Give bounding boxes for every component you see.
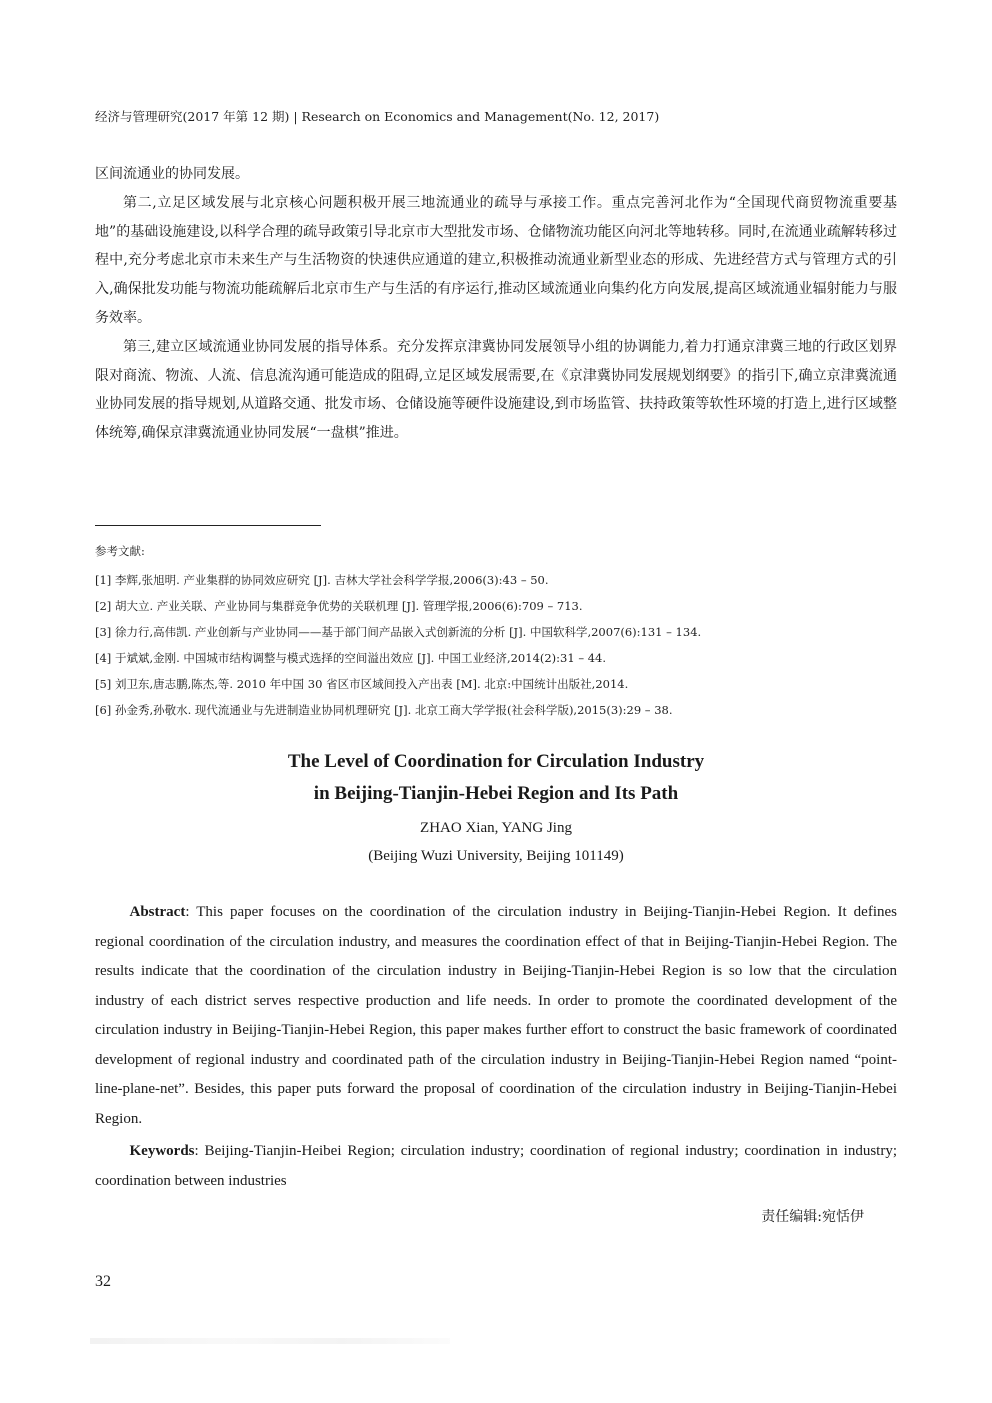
body-paragraph: 区间流通业的协同发展。 <box>95 166 249 182</box>
keywords-text: : Beijing-Tianjin-Heibei Region; circulation industry; coordination of regional industry; coordination in industry; coordination between industries <box>95 1143 897 1189</box>
english-title-line-1: The Level of Coordination for Circulation Industry <box>287 751 705 772</box>
reference-item: [3] 徐力行,高伟凯. 产业创新与产业协同——基于部门间产品嵌入式创新流的分析 [J]. 中国软科学,2007(6):131 – 134. <box>95 625 702 639</box>
english-title-block <box>95 746 897 870</box>
authors: ZHAO Xian, YANG Jing <box>420 820 572 836</box>
page-number: 32 <box>95 1273 111 1290</box>
reference-item: [6] 孙金秀,孙敬水. 现代流通业与先进制造业协同机理研究 [J]. 北京工商大学学报(社会科学版),2015(3):29 – 38. <box>95 703 673 717</box>
references-list <box>95 567 897 723</box>
abstract-label: Abstract <box>129 904 186 920</box>
body-paragraph: 第二,立足区域发展与北京核心问题积极开展三地流通业的疏导与承接工作。重点完善河北作为“全国现代商贸物流重要基地”的基础设施建设,以科学合理的疏导政策引导北京市大型批发市场、仓储物流功能区向河北等地转移。同时,在流通业疏解转移过程中,充分考虑北京市未来生产与生活物资的快速供应通道的建立,积极推动流通业新型业态的形成、先进经营方式与管理方式的引入,确保批发功能与物流功能疏解后北京市生产与生活的有序运行,推动区域流通业向集约化方向发展,提高区域流通业辐射能力与服务效率。 <box>95 194 897 326</box>
body-paragraph: 第三,建立区域流通业协同发展的指导体系。充分发挥京津冀协同发展领导小组的协调能力,着力打通京津冀三地的行政区划界限对商流、物流、人流、信息流沟通可能造成的阻碍,立足区域发展需要,在《京津冀协同发展规划纲要》的指引下,确立京津冀流通业协同发展的指导规划,从道路交通、批发市场、仓储设施等硬件设施建设,到市场监管、扶持政策等软性环境的打造上,进行区域整体统筹,确保京津冀流通业协同发展“一盘棋”推进。 <box>95 338 897 442</box>
english-title-line-2: in Beijing-Tianjin-Hebei Region and Its Path <box>313 783 679 804</box>
responsible-editor: 责任编辑:宛恬伊 <box>761 1209 864 1225</box>
abstract-text: : This paper focuses on the coordination of the circulation industry in Beijing-Tianjin-Hebei Region. It defines regional coordination of the circulation industry, and measures the coordination effect of that in Beijing-Tianjin-Hebei Region. The results indicate that the coordination of the circulation industry in Beijing-Tianjin-Hebei Region is so low that the circulation industry of each district serves respective production and life needs. In order to promote the coordinated development of the circulation industry in Beijing-Tianjin-Hebei Region, this paper makes further effort to construct the basic framework of coordinated development of regional industry and coordinated path of the circulation industry in Beijing-Tianjin-Hebei Region named “point-line-plane-net”. Besides, this paper puts forward the proposal of coordination of the circulation industry in Beijing-Tianjin-Hebei Region. <box>95 904 897 1127</box>
references-section <box>95 543 897 723</box>
reference-item: [4] 于斌斌,金刚. 中国城市结构调整与模式选择的空间溢出效应 [J]. 中国工业经济,2014(2):31 – 44. <box>95 651 607 665</box>
abstract-paragraph <box>95 898 897 1134</box>
affiliation: (Beijing Wuzi University, Beijing 101149) <box>368 848 624 864</box>
references-heading: 参考文献: <box>95 544 145 558</box>
reference-item: [1] 李辉,张旭明. 产业集群的协同效应研究 [J]. 吉林大学社会科学学报,2006(3):43 – 50. <box>95 573 549 587</box>
body-text <box>95 160 897 448</box>
reference-item: [5] 刘卫东,唐志鹏,陈杰,等. 2010 年中国 30 省区市区域间投入产出表 [M]. 北京:中国统计出版社,2014. <box>95 677 629 691</box>
running-header: 经济与管理研究(2017 年第 12 期) | Research on Economics and Management(No. 12, 2017) <box>95 109 660 124</box>
reference-item: [2] 胡大立. 产业关联、产业协同与集群竞争优势的关联机理 [J]. 管理学报,2006(6):709 – 713. <box>95 599 583 613</box>
footnote-rule <box>95 525 321 526</box>
keywords-paragraph <box>95 1137 897 1196</box>
scan-smudge <box>90 1338 450 1344</box>
english-abstract <box>95 898 897 1196</box>
keywords-label: Keywords <box>129 1143 195 1159</box>
